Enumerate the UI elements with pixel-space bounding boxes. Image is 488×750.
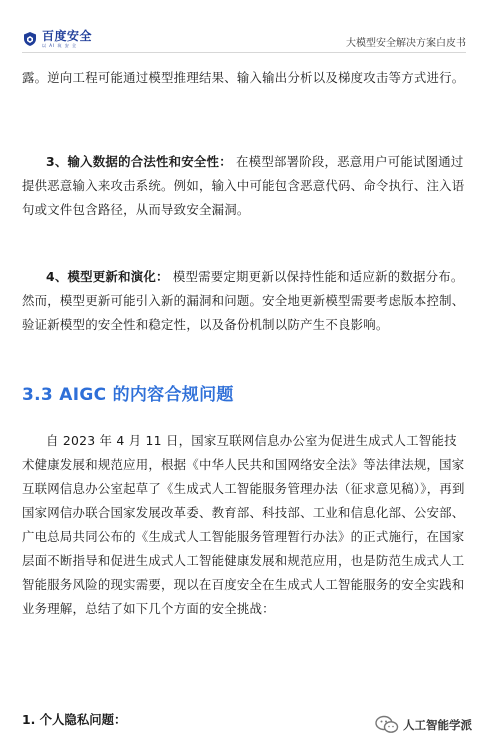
- header-divider: [22, 52, 466, 53]
- logo-subtitle: 以 AI 筑 安 全: [42, 43, 78, 48]
- baidu-security-logo: [22, 30, 92, 48]
- paragraph-input-safety: [22, 150, 468, 222]
- shield-logo-icon: [22, 31, 38, 47]
- watermark-text: 人工智能学派: [403, 718, 472, 732]
- subheading-privacy: 1. 个人隐私问题：: [22, 712, 127, 727]
- paragraph-aigc-compliance: 自 2023 年 4 月 11 日，国家互联网信息办公室为促进生成式人工智能技术健康发展和规范应用，根据《中华人民共和国网络安全法》等法律法规，国家互联网信息办公室起草了《生成式人工智能服务管理办法（征求意见稿）》，再到国家网信办联合国家发展改革委、教育部、科技部、工业和信息化部、公安部、广电总局共同公布的《生成式人工智能服务管理暂行办法》的正式施行，在国家层面不断指导和促进生成式人工智能健康发展和规范应用，也是防范生成式人工智能服务风险的现实需要，现以在百度安全在生成式人工智能服务的安全实践和业务理解，总结了如下几个方面的安全挑战：: [22, 433, 465, 616]
- section-heading: 3.3 AIGC 的内容合规问题: [22, 385, 234, 405]
- paragraph-body: 在模型部署阶段，恶意用户可能试图通过提供恶意输入来攻击系统。例如，输入中可能包含恶意代码、命令执行、注入语句或文件包含路径，从而导致安全漏洞。: [22, 154, 465, 217]
- wechat-watermark: [375, 715, 472, 735]
- paragraph-reverse-engineering: 露。逆向工程可能通过模型推理结果、输入输出分析以及梯度攻击等方式进行。: [22, 70, 465, 85]
- paragraph-model-update: [22, 265, 468, 337]
- paragraph-lead: 4、模型更新和演化：: [46, 269, 169, 284]
- document-title: 大模型安全解决方案白皮书: [346, 38, 466, 49]
- paragraph-body: 模型需要定期更新以保持性能和适应新的数据分布。然而，模型更新可能引入新的漏洞和问题。安全地更新模型需要考虑版本控制、验证新模型的安全性和稳定性，以及备份机制以防产生不良影响。: [22, 269, 465, 332]
- paragraph-lead: 3、输入数据的合法性和安全性：: [46, 154, 232, 169]
- page-header: [0, 0, 488, 56]
- wechat-icon: [375, 715, 399, 735]
- logo-title: 百度安全: [42, 29, 93, 43]
